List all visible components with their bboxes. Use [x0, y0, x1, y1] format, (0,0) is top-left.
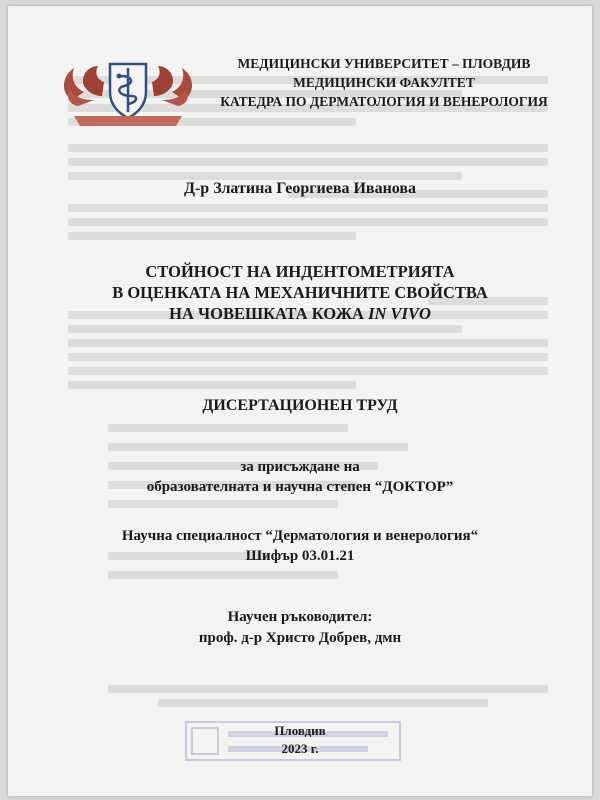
- author-name: Д-р Златина Георгиева Иванова: [183, 180, 417, 197]
- faculty-name: МЕДИЦИНСКИ ФАКУЛТЕТ: [293, 75, 475, 90]
- scientific-specialty: [8, 526, 592, 566]
- document-type: ДИСЕРТАЦИОНЕН ТРУД: [202, 397, 398, 414]
- supervisor-name: проф. д-р Христо Добрев, дмн: [198, 630, 402, 646]
- supervisor-label: Научен ръководител:: [227, 609, 373, 625]
- title-line-3-main: НА ЧОВЕШКАТА КОЖА: [169, 304, 369, 323]
- specialty-code: Шифър 03.01.21: [245, 548, 355, 564]
- degree-award: [8, 457, 592, 497]
- award-line-1: за присъждане на: [240, 459, 360, 475]
- department-name: КАТЕДРА ПО ДЕРМАТОЛОГИЯ И ВЕНЕРОЛОГИЯ: [220, 94, 548, 109]
- award-line-2: образователната и научна степен “ДОКТОР”: [146, 479, 454, 495]
- city: Пловдив: [274, 723, 326, 738]
- bleed-through-text: [68, 679, 548, 712]
- scientific-supervisor: [8, 607, 592, 649]
- title-in-vivo: IN VIVO: [368, 304, 431, 323]
- place-and-year: [8, 722, 592, 758]
- university-name: МЕДИЦИНСКИ УНИВЕРСИТЕТ – ПЛОВДИВ: [237, 56, 531, 71]
- title-line-3: [8, 303, 592, 324]
- document-page: [8, 6, 592, 796]
- title-line-2: В ОЦЕНКАТА НА МЕХАНИЧНИТЕ СВОЙСТВА: [112, 283, 488, 302]
- dissertation-title: [8, 261, 592, 324]
- university-logo: [54, 56, 202, 130]
- year: 2023 г.: [281, 741, 319, 756]
- title-line-1: СТОЙНОСТ НА ИНДЕНТОМЕТРИЯТА: [145, 262, 455, 281]
- institution-header: [204, 54, 564, 111]
- specialty-name: Научна специалност “Дерматология и венерология“: [121, 528, 479, 544]
